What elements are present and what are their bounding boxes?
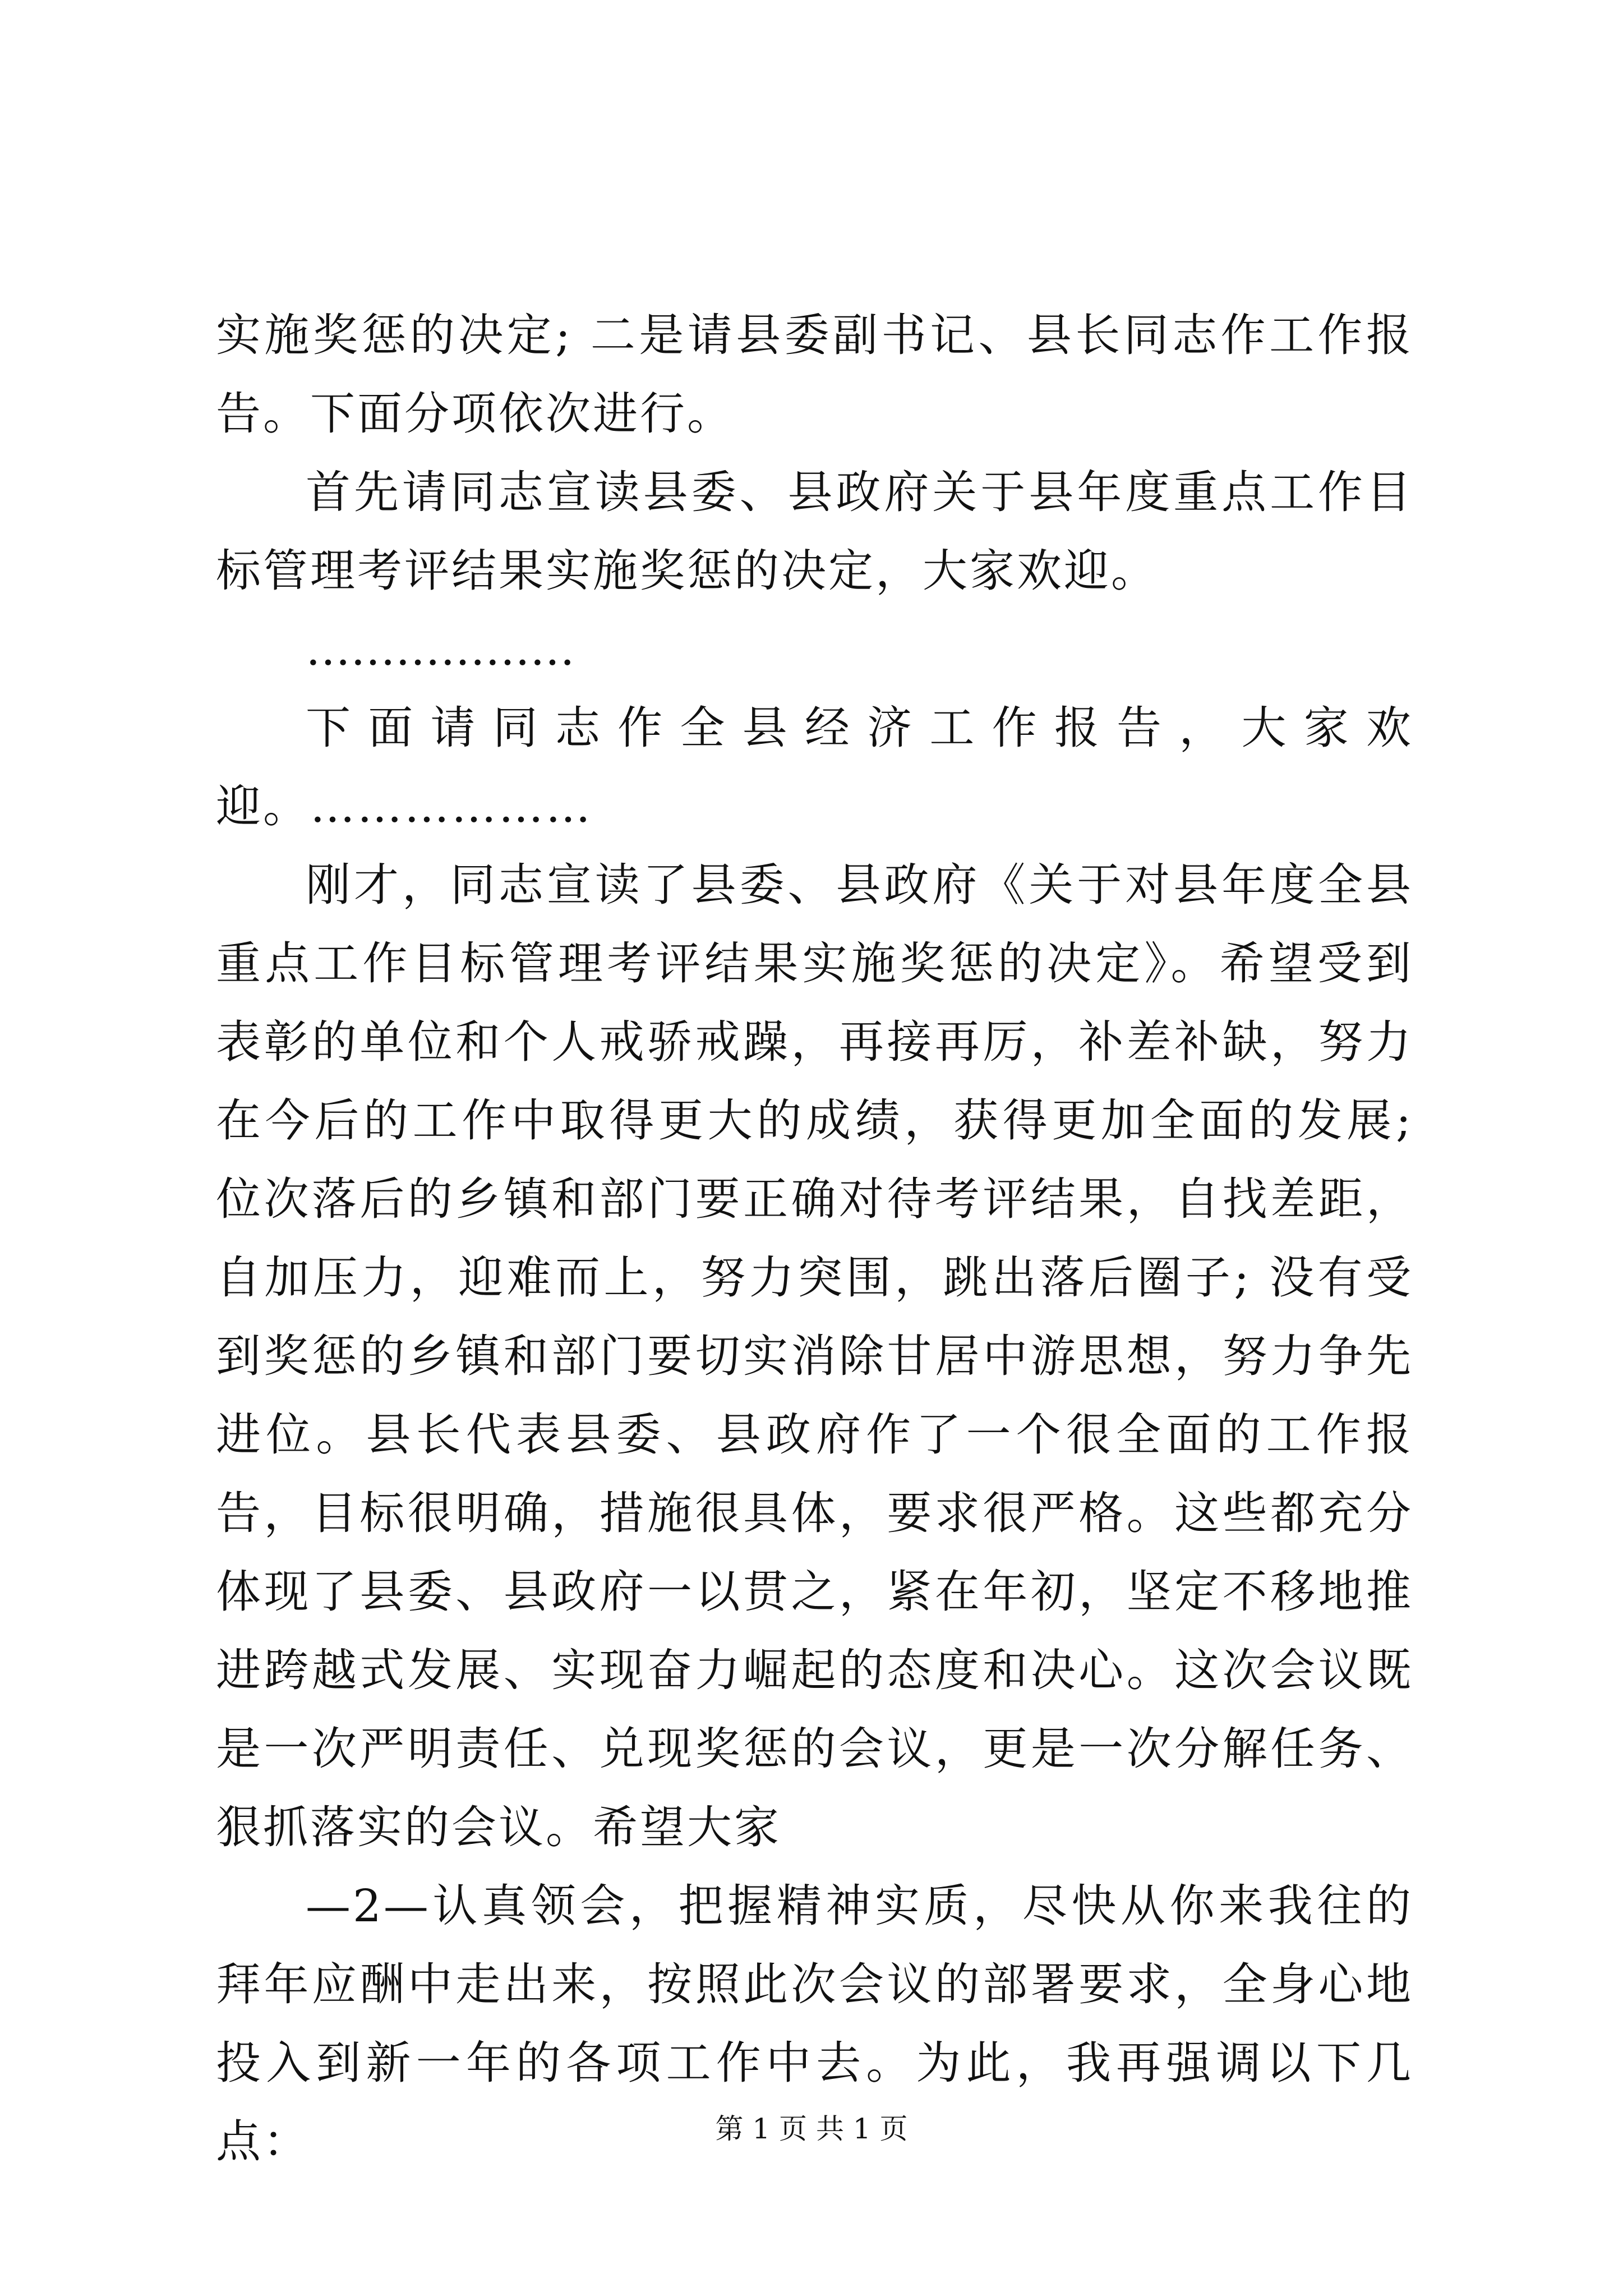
- paragraph-1: 实施奖惩的决定; 二是请县委副书记、县长同志作工作报告。下面分项依次进行。: [216, 309, 1413, 440]
- ellipsis-line: ………………: [306, 623, 575, 675]
- paragraph-4: 刚才，同志宣读了县委、县政府《关于对县年度全县重点工作目标管理考评结果实施奖惩的决定》。希望受到表彰的单位和个人戒骄戒躁，再接再厉，补差补缺，努力在今后的工作中取得更大的成绩，获得更加全面的发展; 位次落后的乡镇和部门要正确对待考评结果，自找差距，自加压力，迎难而上，努力突围，跳出落后圈子; 没有受到奖惩的乡镇和部门要切实消除甘居中游思想，努力争先进位。县长代表县委、县政府作了一个很全面的工作报告，目标很明确，措施很具体，要求很严格。这些都充分体现了县委、县政府一以贯之，紧在年初，坚定不移地推进跨越式发展、实现奋力崛起的态度和决心。这次会议既是一次严明责任、兑现奖惩的会议，更是一次分解任务、狠抓落实的会议。希望大家: [216, 859, 1413, 1853]
- paragraph-3: 下面请同志作全县经济工作报告，大家欢迎。………………: [216, 702, 1413, 832]
- page-number-label: 第 1 页 共 1 页: [715, 2113, 908, 2145]
- document-body: [216, 296, 1413, 2181]
- paragraph-2: 首先请同志宣读县委、县政府关于县年度重点工作目标管理考评结果实施奖惩的决定，大家欢迎。: [216, 466, 1413, 597]
- paragraph-5: —2—认真领会，把握精神实质，尽快从你来我往的拜年应酬中走出来，按照此次会议的部署要求，全身心地投入到新一年的各项工作中去。为此，我再强调以下几点：: [216, 1880, 1413, 2168]
- page-footer: [0, 2109, 1623, 2148]
